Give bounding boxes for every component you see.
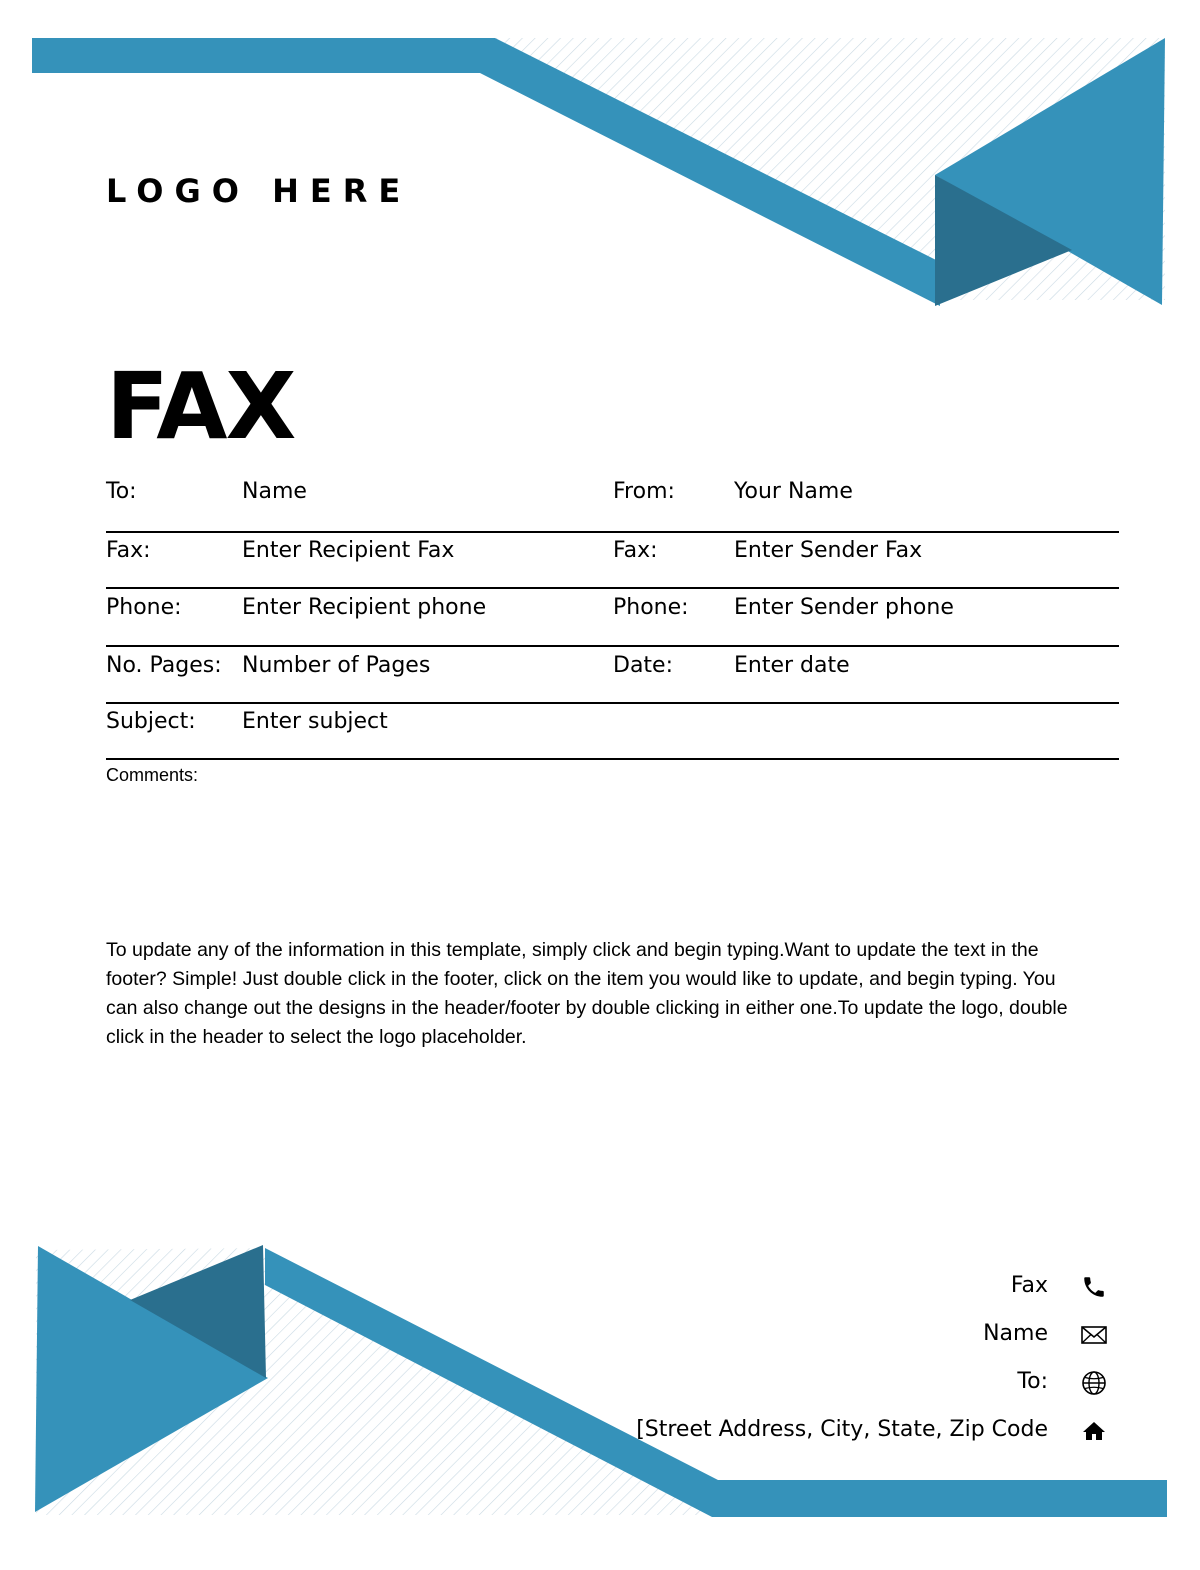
date-value[interactable]: Enter date xyxy=(734,653,850,678)
from-label: From: xyxy=(613,479,675,504)
subject-label: Subject: xyxy=(106,709,196,734)
globe-icon xyxy=(1078,1369,1110,1397)
logo-placeholder[interactable]: LOGO HERE xyxy=(106,172,412,210)
phone-icon xyxy=(1078,1273,1110,1301)
contact-address[interactable]: [Street Address, City, State, Zip Code xyxy=(636,1417,1048,1442)
phone-label: Phone: xyxy=(106,595,182,620)
date-label: Date: xyxy=(613,653,673,678)
divider xyxy=(106,645,1119,647)
contact-name[interactable]: Name xyxy=(983,1321,1048,1346)
sender-phone-label: Phone: xyxy=(613,595,689,620)
fax-label: Fax: xyxy=(106,538,151,563)
pages-value[interactable]: Number of Pages xyxy=(242,653,431,678)
recipient-fax-value[interactable]: Enter Recipient Fax xyxy=(242,538,455,563)
subject-value[interactable]: Enter subject xyxy=(242,709,388,734)
to-value[interactable]: Name xyxy=(242,479,307,504)
from-value[interactable]: Your Name xyxy=(734,479,853,504)
envelope-icon xyxy=(1078,1321,1110,1349)
page-title: FAX xyxy=(106,353,295,460)
divider xyxy=(106,587,1119,589)
divider xyxy=(106,702,1119,704)
contact-fax[interactable]: Fax xyxy=(1010,1273,1048,1298)
header-decoration xyxy=(0,0,1200,320)
comments-label: Comments: xyxy=(106,765,199,785)
to-label: To: xyxy=(106,479,137,504)
home-icon xyxy=(1078,1417,1110,1445)
contact-to[interactable]: To: xyxy=(1017,1369,1048,1394)
divider xyxy=(106,758,1119,760)
instructions-text[interactable]: To update any of the information in this template, simply click and begin typing.Want to update the text in the footer? Simple! Just double click in the footer, click on the item you would like to update, and begin typing. You can also change out the designs in the header/footer by double clicking in either one.To update the logo, double click in the header to select the logo placeholder. xyxy=(106,939,1068,1048)
sender-fax-value[interactable]: Enter Sender Fax xyxy=(734,538,923,563)
divider xyxy=(106,531,1119,533)
sender-fax-label: Fax: xyxy=(613,538,658,563)
sender-phone-value[interactable]: Enter Sender phone xyxy=(734,595,954,620)
pages-label: No. Pages: xyxy=(106,653,222,678)
recipient-phone-value[interactable]: Enter Recipient phone xyxy=(242,595,487,620)
